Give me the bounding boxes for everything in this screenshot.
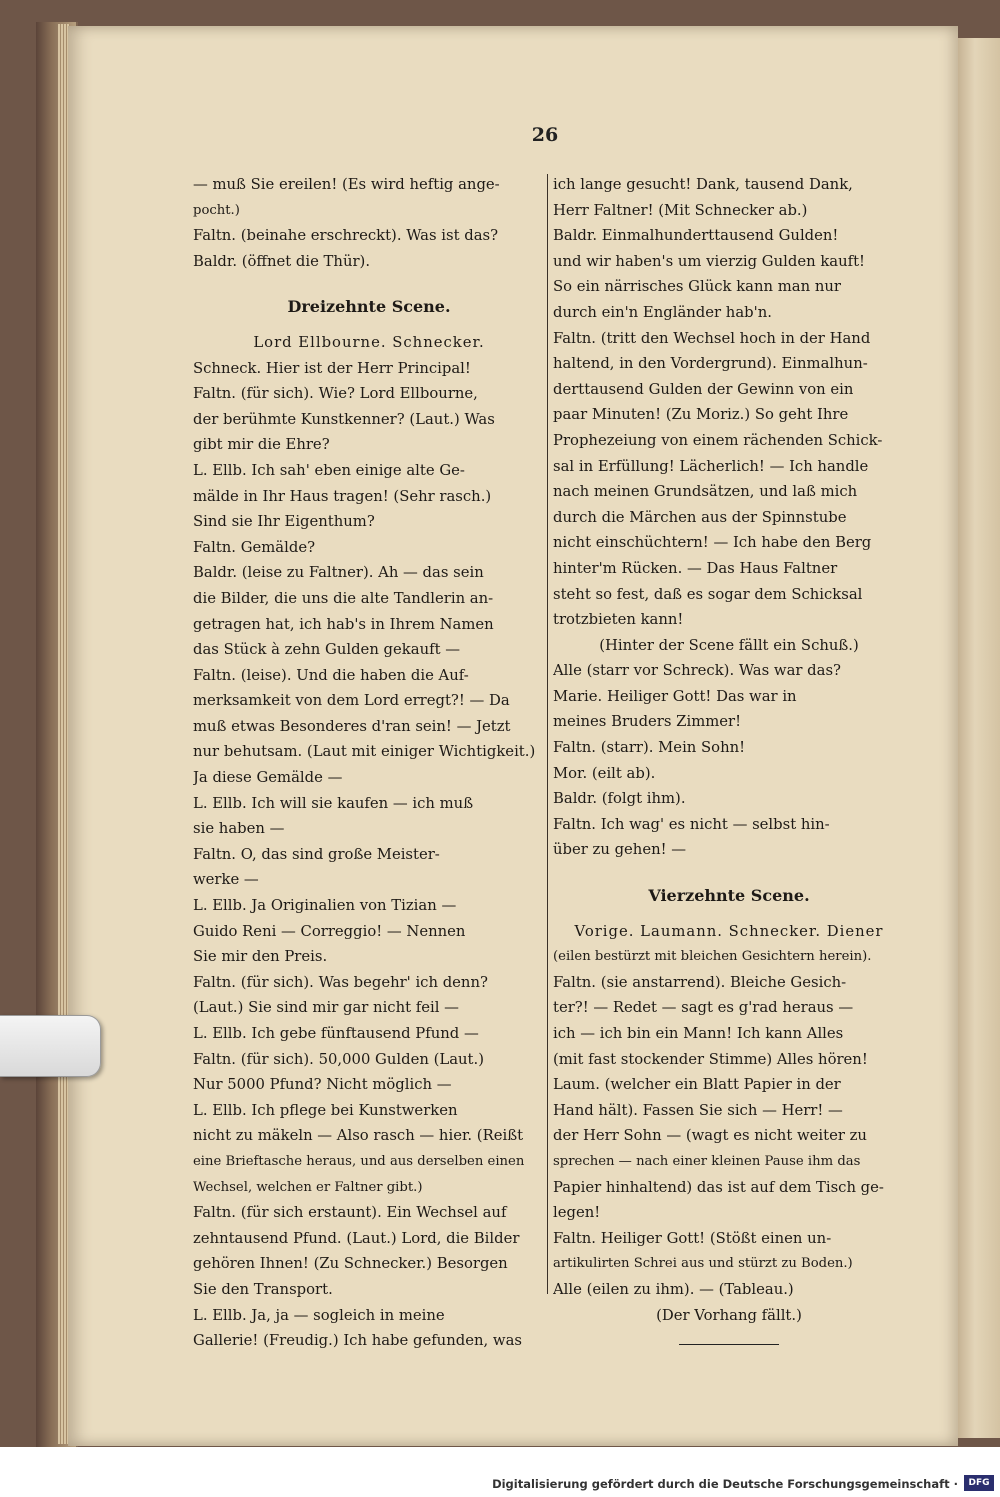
column-divider [547,174,548,1294]
text-line: Hand hält). Fassen Sie sich — Herr! — [553,1101,843,1119]
text-line: zehntausend Pfund. (Laut.) Lord, die Bilder [193,1229,520,1247]
text-line: sie haben — [193,820,285,838]
text-line: Faltn. (für sich). Wie? Lord Ellbourne, [193,385,478,403]
text-line: Faltn. Heiliger Gott! (Stößt einen un- [553,1229,832,1247]
text-line: So ein närrisches Glück kann man nur [553,278,841,296]
text-line: Faltn. (tritt den Wechsel hoch in der Hand [553,329,871,347]
text-line: Baldr. (öffnet die Thür). [193,252,371,270]
text-line: Sind sie Ihr Eigenthum? [193,513,375,531]
text-line: eine Brieftasche heraus, und aus derselben einen [193,1153,525,1169]
text-line: Faltn. (für sich). Was begehr' ich denn? [193,973,488,991]
text-line: Schneck. Hier ist der Herr Principal! [193,359,471,377]
dfg-credit: Digitalisierung gefördert durch die Deutsche Forschungsgemeinschaft · [492,1477,958,1491]
text-line: Prophezeiung von einem rächenden Schick- [553,431,883,449]
text-line: ich lange gesucht! Dank, tausend Dank, [553,176,853,193]
text-line: merksamkeit von dem Lord erregt?! — Da [193,692,510,710]
text-line: hinter'm Rücken. — Das Haus Faltner [553,559,838,577]
text-line: muß etwas Besonderes d'ran sein! — Jetzt [193,717,511,735]
text-line: und wir haben's um vierzig Gulden kauft! [553,252,866,270]
text-line: der berühmte Kunstkenner? (Laut.) Was [193,410,495,428]
text-line: mälde in Ihr Haus tragen! (Sehr rasch.) [193,487,492,505]
text-line: legen! [553,1204,601,1222]
text-line: (mit fast stockender Stimme) Alles hören! [553,1050,868,1068]
text-line: Herr Faltner! (Mit Schnecker ab.) [553,201,808,219]
dfg-logo: DFG [964,1475,994,1491]
text-line: artikulirten Schrei aus und stürzt zu Boden.) [553,1256,853,1272]
text-line: die Bilder, die uns die alte Tandlerin an- [193,589,494,607]
left-column [193,172,545,1354]
stage-direction: (Der Vorhang fällt.) [656,1306,802,1324]
end-rule [679,1344,779,1345]
next-page-edge [958,38,1000,1438]
text-line: — muß Sie ereilen! (Es wird heftig ange- [193,176,500,193]
text-line: meines Bruders Zimmer! [553,713,742,731]
text-line: Faltn. (starr). Mein Sohn! [553,739,746,757]
text-line: über zu gehen! — [553,841,687,859]
text-line: Faltn. Ich wag' es nicht — selbst hin- [553,815,830,833]
text-line: Faltn. (beinahe erschreckt). Was ist das? [193,227,499,245]
text-line: Gallerie! (Freudig.) Ich habe gefunden, was [193,1332,522,1350]
text-line: getragen hat, ich hab's in Ihrem Namen [193,615,494,633]
text-line: Wechsel, welchen er Faltner gibt.) [193,1179,423,1195]
cast-list: Lord Ellbourne. Schnecker. [253,333,485,351]
text-line: Sie den Transport. [193,1280,333,1298]
text-line: L. Ellb. Ja, ja — sogleich in meine [193,1306,445,1324]
text-line: Faltn. O, das sind große Meister- [193,845,440,863]
text-line: L. Ellb. Ja Originalien von Tizian — [193,897,457,915]
text-line: nach meinen Grundsätzen, und laß mich [553,483,858,501]
text-line: der Herr Sohn — (wagt es nicht weiter zu [553,1127,867,1145]
text-line: haltend, in den Vordergrund). Einmalhun- [553,355,868,373]
text-line: Mor. (eilt ab). [553,764,656,782]
text-line: Nur 5000 Pfund? Nicht möglich — [193,1076,452,1094]
text-line: Faltn. (für sich erstaunt). Ein Wechsel auf [193,1204,507,1222]
scene-heading: Vierzehnte Scene. [648,886,810,906]
text-line: ich — ich bin ein Mann! Ich kann Alles [553,1025,844,1042]
page-number: 26 [531,124,559,146]
text-line: Faltn. (sie anstarrend). Bleiche Gesich- [553,973,847,991]
text-line: L. Ellb. Ich will sie kaufen — ich muß [193,794,474,812]
text-line: nicht zu mäkeln — Also rasch — hier. (Reißt [193,1127,524,1145]
text-line: Sie mir den Preis. [193,948,328,966]
text-line: werke — [193,871,259,889]
text-line: Ja diese Gemälde — [193,769,343,787]
text-line: Alle (starr vor Schreck). Was war das? [553,662,841,680]
text-line: sprechen — nach einer kleinen Pause ihm das [553,1153,861,1169]
text-line: Faltn. (leise). Und die haben die Auf- [193,666,469,684]
stage-direction: (Hinter der Scene fällt ein Schuß.) [599,636,859,654]
text-line: (eilen bestürzt mit bleichen Gesichtern herein). [553,949,872,965]
text-line: Baldr. (folgt ihm). [553,790,686,808]
text-line: L. Ellb. Ich gebe fünftausend Pfund — [193,1025,479,1042]
right-column [553,172,905,1345]
text-line: durch ein'n Engländer hab'n. [553,303,772,321]
cast-list: Vorige. Laumann. Schnecker. Diener [574,922,884,940]
text-line: L. Ellb. Ich sah' eben einige alte Ge- [193,461,465,479]
text-line: Faltn. Gemälde? [193,538,316,556]
text-line: Laum. (welcher ein Blatt Papier in der [553,1076,841,1094]
text-line: Papier hinhaltend) das ist auf dem Tisch ge- [553,1178,884,1196]
text-line: gehören Ihnen! (Zu Schnecker.) Besorgen [193,1255,508,1273]
text-line: Marie. Heiliger Gott! Das war in [553,687,797,705]
text-line: sal in Erfüllung! Lächerlich! — Ich handle [553,457,869,475]
text-line: das Stück à zehn Gulden gekauft — [193,641,461,659]
text-line: nicht einschüchtern! — Ich habe den Berg [553,534,872,552]
text-line: nur behutsam. (Laut mit einiger Wichtigkeit.) [193,743,536,761]
text-line: Alle (eilen zu ihm). — (Tableau.) [553,1280,794,1298]
bookmark-tab[interactable] [0,1015,101,1077]
text-line: gibt mir die Ehre? [193,436,330,454]
text-line: L. Ellb. Ich pflege bei Kunstwerken [193,1101,458,1119]
text-line: Baldr. (leise zu Faltner). Ah — das sein [193,564,484,582]
text-line: steht so fest, daß es sogar dem Schicksal [553,585,863,603]
text-line: trotzbieten kann! [553,611,684,629]
text-line: ter?! — Redet — sagt es g'rad heraus — [553,999,854,1017]
text-line: Baldr. Einmalhunderttausend Gulden! [553,227,839,245]
scene-heading: Dreizehnte Scene. [287,297,451,317]
text-line: (Laut.) Sie sind mir gar nicht feil — [193,999,459,1017]
text-line: pocht.) [193,202,240,218]
text-line: Faltn. (für sich). 50,000 Gulden (Laut.) [193,1050,484,1068]
text-line: durch die Märchen aus der Spinnstube [553,508,847,526]
text-line: paar Minuten! (Zu Moriz.) So geht Ihre [553,406,849,424]
text-line: derttausend Gulden der Gewinn von ein [553,380,854,398]
text-line: Guido Reni — Correggio! — Nennen [193,922,466,940]
